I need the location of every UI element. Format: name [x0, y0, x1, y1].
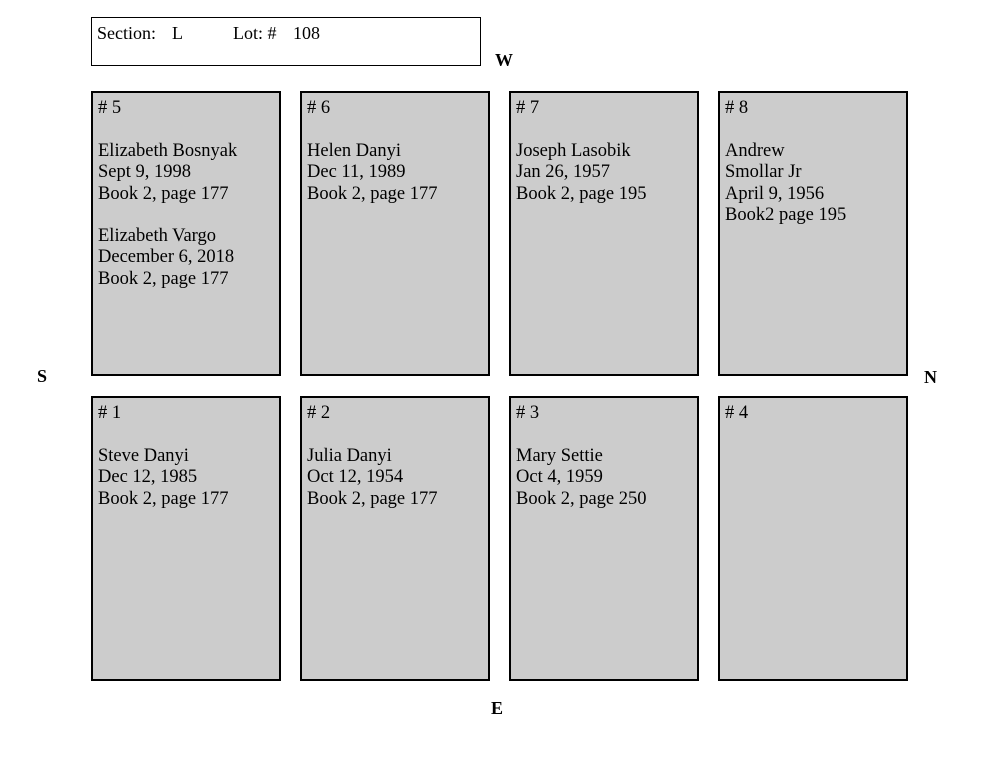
plot-number: # 4: [725, 403, 749, 423]
plot-6: [300, 91, 490, 376]
plot-number: # 2: [307, 403, 331, 423]
entry-spacer: [98, 205, 277, 226]
plot-2: [300, 396, 490, 681]
plot-entries: [307, 141, 486, 205]
burial-entry-line: April 9, 1956: [725, 183, 825, 204]
plot-entries: [307, 446, 486, 510]
plot-number: # 5: [98, 98, 122, 118]
compass-east: E: [491, 698, 504, 718]
burial-entry-line: Oct 12, 1954: [307, 467, 404, 488]
burial-entry-line: Book 2, page 250: [516, 488, 647, 509]
plot-number: # 6: [307, 98, 331, 118]
burial-entry-line: Dec 11, 1989: [307, 162, 406, 183]
burial-entry-line: Book 2, page 177: [307, 488, 438, 509]
burial-entry-line: Book 2, page 195: [516, 183, 647, 204]
plot-5: [91, 91, 281, 376]
plot-entries: [516, 141, 695, 205]
burial-entry-line: Joseph Lasobik: [516, 141, 631, 161]
burial-entry-line: Steve Danyi: [98, 446, 189, 466]
plot-entries: [725, 141, 904, 226]
lot-value: 108: [293, 23, 320, 43]
plot-4: [718, 396, 908, 681]
burial-entry-line: Mary Settie: [516, 446, 603, 466]
plot-entries: [98, 446, 277, 510]
plot-entries: [516, 446, 695, 510]
burial-entry-line: Elizabeth Bosnyak: [98, 141, 238, 161]
burial-entry-line: Book 2, page 177: [307, 183, 438, 204]
burial-entry-line: Elizabeth Vargo: [98, 226, 216, 247]
burial-entry-line: Book 2, page 177: [98, 488, 229, 509]
plot-number: # 7: [516, 98, 540, 118]
burial-entry-line: Dec 12, 1985: [98, 467, 198, 488]
burial-entry-line: Book2 page 195: [725, 204, 847, 225]
burial-entry-line: December 6, 2018: [98, 247, 235, 268]
burial-entry-line: Sept 9, 1998: [98, 162, 192, 183]
lot-label: Lot: #: [233, 23, 277, 43]
section-label: Section:: [97, 23, 156, 43]
plot-number: # 8: [725, 98, 749, 118]
plot-8: [718, 91, 908, 376]
plot-entries: [98, 141, 277, 290]
burial-entry-line: Jan 26, 1957: [516, 162, 611, 183]
burial-entry-line: Oct 4, 1959: [516, 467, 603, 488]
plot-number: # 1: [98, 403, 122, 423]
burial-entry-line: Book 2, page 177: [98, 183, 229, 204]
burial-entry-line: Smollar Jr: [725, 162, 802, 183]
plot-3: [509, 396, 699, 681]
burial-entry-line: Book 2, page 177: [98, 268, 229, 289]
burial-entry-line: Julia Danyi: [307, 446, 392, 466]
compass-south: S: [37, 366, 48, 386]
plot-number: # 3: [516, 403, 540, 423]
compass-north: N: [924, 367, 937, 387]
burial-entry-line: Andrew: [725, 141, 785, 161]
plot-7: [509, 91, 699, 376]
section-value: L: [172, 23, 183, 43]
section-lot-header: [91, 17, 481, 66]
compass-west: W: [495, 50, 513, 70]
plot-1: [91, 396, 281, 681]
burial-entry-line: Helen Danyi: [307, 141, 402, 161]
